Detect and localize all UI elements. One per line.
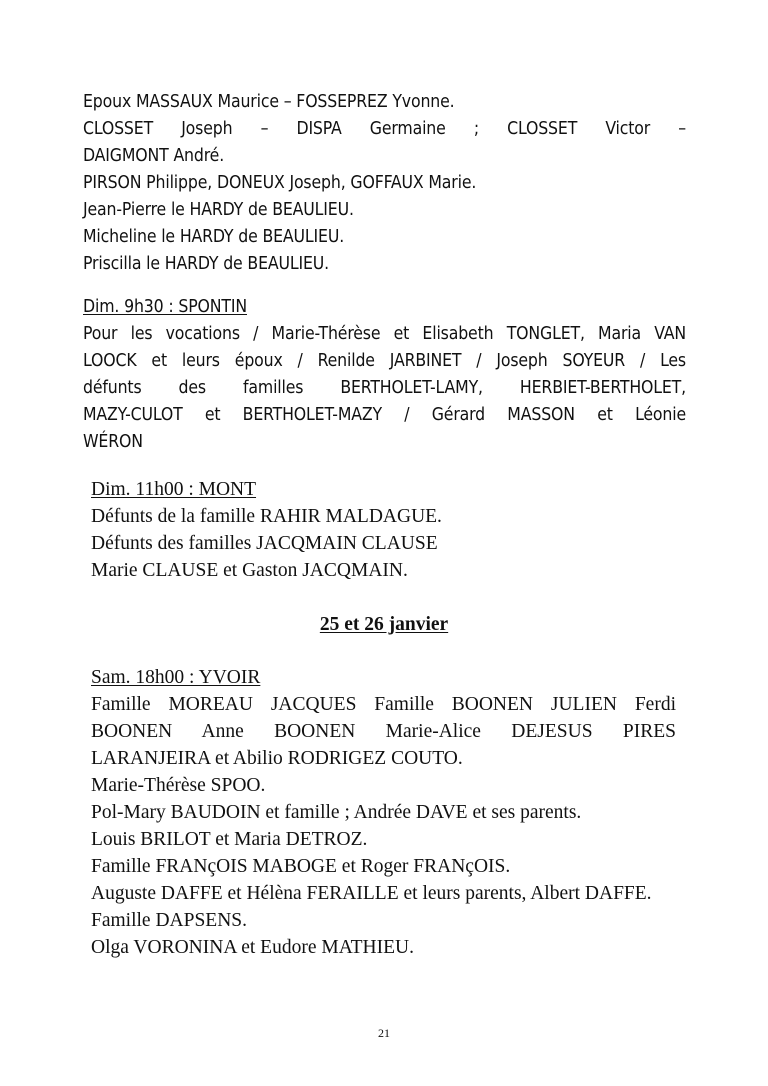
intention-line: Pol-Mary BAUDOIN et famille ; Andrée DAVE et ses parents. [91, 802, 582, 823]
page-number: 21 [378, 1026, 390, 1040]
intention-line: DAIGMONT André. [83, 146, 225, 166]
intention-line: WÉRON [83, 432, 143, 452]
intention-line: Famille DAPSENS. [91, 910, 248, 931]
intention-line: BOONEN Anne BOONEN Marie-Alice DEJESUS PIRES [91, 721, 676, 742]
intention-line: Jean-Pierre le HARDY de BEAULIEU. [83, 200, 354, 220]
intention-line: Olga VORONINA et Eudore MATHIEU. [91, 937, 414, 958]
intention-line: Micheline le HARDY de BEAULIEU. [83, 227, 345, 247]
intention-line: MAZY-CULOT et BERTHOLET-MAZY / Gérard MASSON et Léonie [83, 405, 686, 425]
intention-line: Pour les vocations / Marie-Thérèse et Elisabeth TONGLET, Maria VAN [83, 324, 686, 344]
date-heading: 25 et 26 janvier [319, 614, 449, 635]
intention-line: Marie-Thérèse SPOO. [91, 775, 266, 796]
intention-line: CLOSSET Joseph – DISPA Germaine ; CLOSSET Victor – [83, 119, 686, 139]
intention-line: Auguste DAFFE et Hélèna FERAILLE et leurs parents, Albert DAFFE. [91, 883, 652, 904]
intention-line: Marie CLAUSE et Gaston JACQMAIN. [91, 560, 408, 581]
mass-heading-mont: Dim. 11h00 : MONT [91, 479, 257, 500]
intention-line: Famille MOREAU JACQUES Famille BOONEN JULIEN Ferdi [91, 694, 676, 715]
intention-line: défunts des familles BERTHOLET-LAMY, HERBIET-BERTHOLET, [83, 378, 686, 398]
intention-line: LARANJEIRA et Abilio RODRIGEZ COUTO. [91, 748, 463, 769]
intention-line: Epoux MASSAUX Maurice – FOSSEPREZ Yvonne. [83, 92, 455, 112]
intention-line: LOOCK et leurs époux / Renilde JARBINET / Joseph SOYEUR / Les [83, 351, 686, 371]
mass-heading-spontin: Dim. 9h30 : SPONTIN [83, 297, 247, 317]
mass-heading-yvoir: Sam. 18h00 : YVOIR [91, 667, 261, 688]
intention-line: Famille FRANçOIS MABOGE et Roger FRANçOIS. [91, 856, 511, 877]
intention-line: Défunts de la famille RAHIR MALDAGUE. [91, 506, 442, 527]
intention-line: PIRSON Philippe, DONEUX Joseph, GOFFAUX Marie. [83, 173, 477, 193]
intention-line: Louis BRILOT et Maria DETROZ. [91, 829, 368, 850]
intention-line: Priscilla le HARDY de BEAULIEU. [83, 254, 330, 274]
intention-line: Défunts des familles JACQMAIN CLAUSE [91, 533, 438, 554]
